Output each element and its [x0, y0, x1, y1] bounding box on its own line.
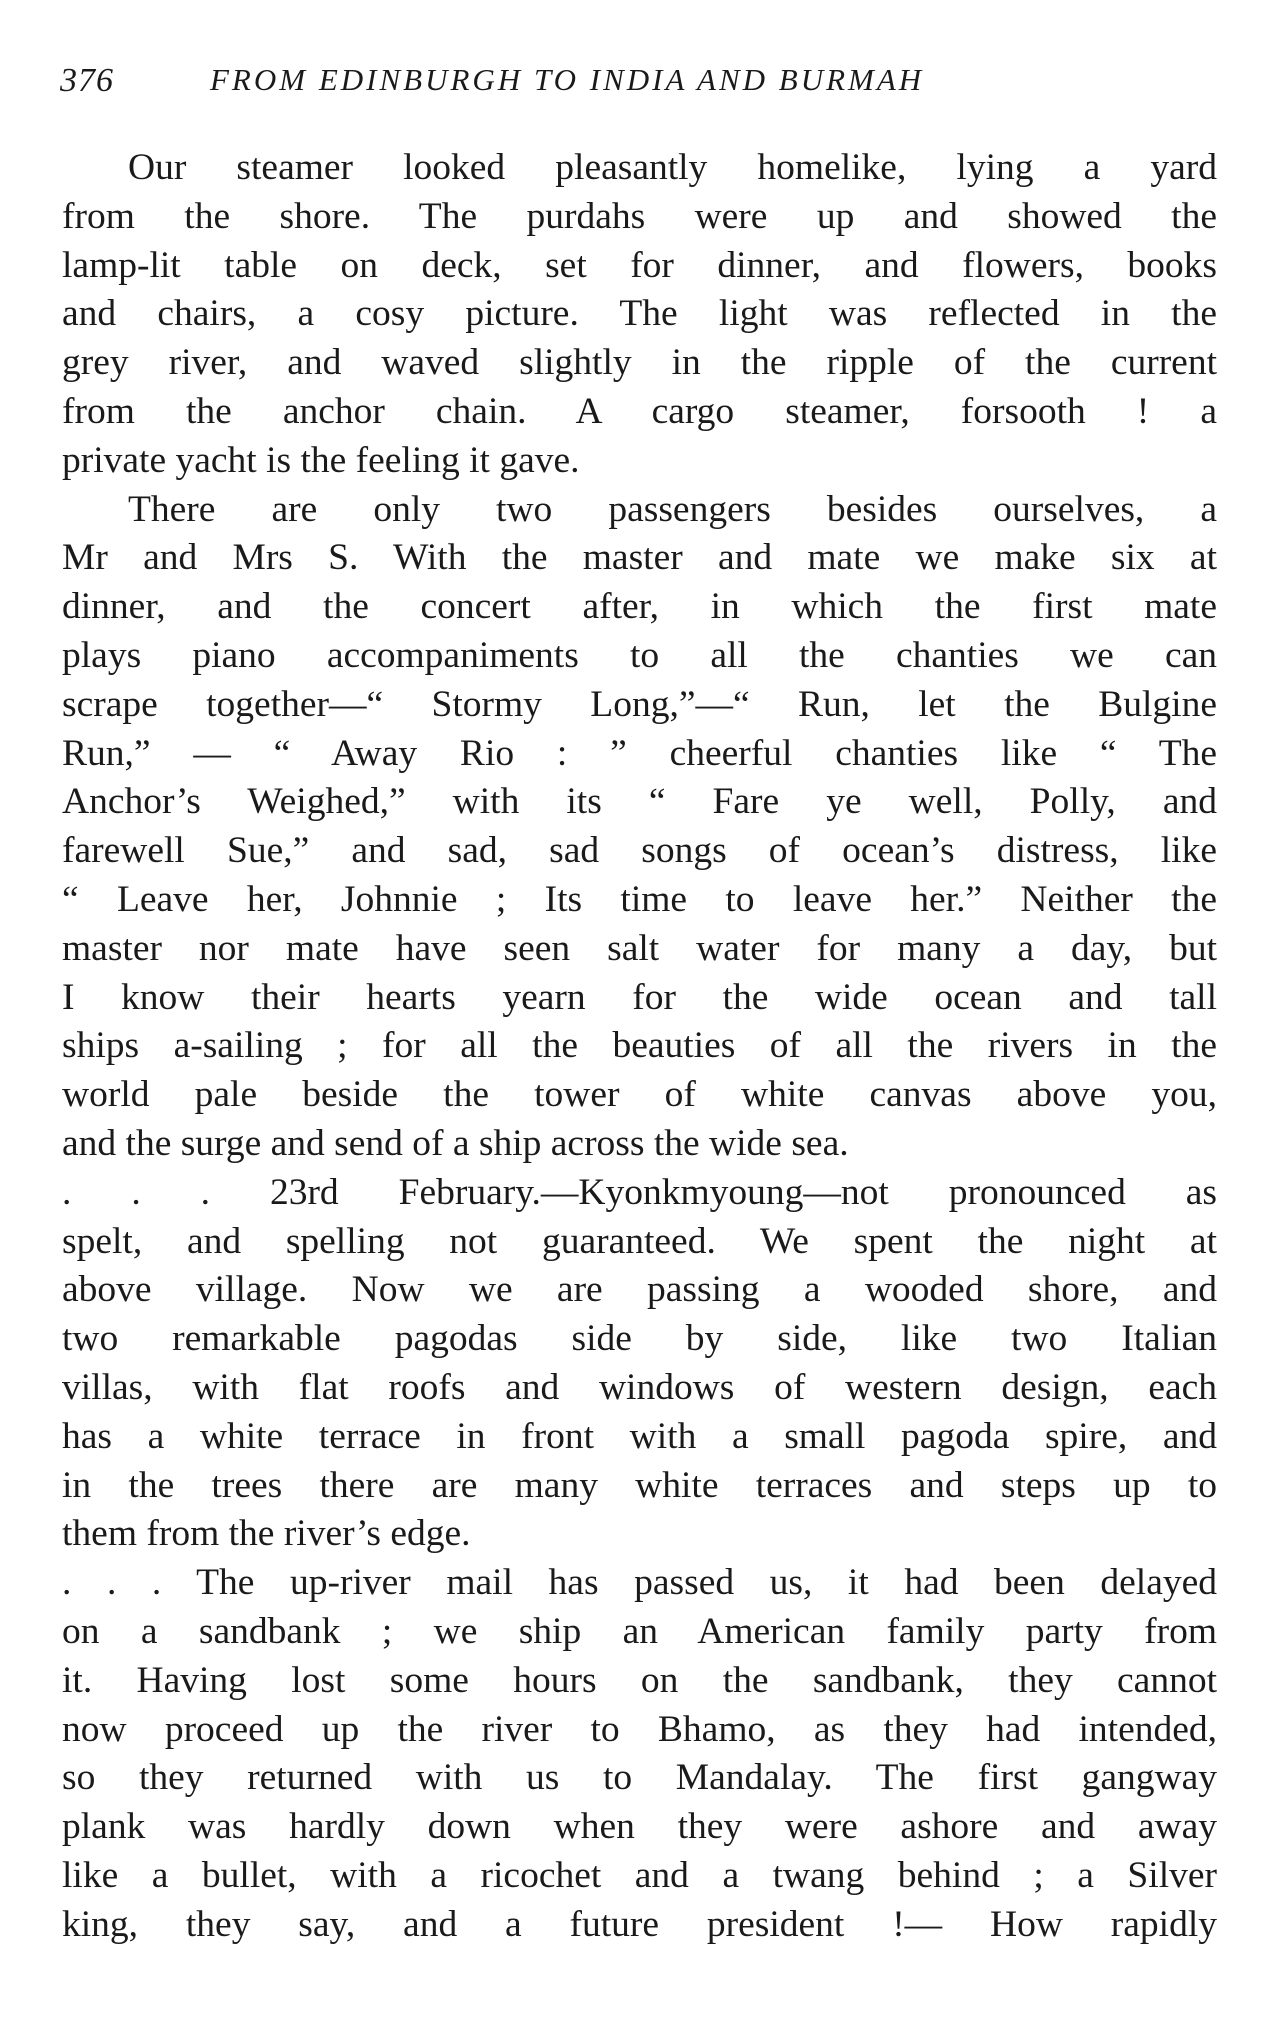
text-line: them from the river’s edge. [62, 1513, 471, 1555]
text-line: plays piano accompaniments to all the chanties we can [62, 634, 1217, 676]
text-line: on a sandbank ; we ship an American family party from [62, 1610, 1217, 1652]
text-line: Anchor’s Weighed,” with its “ Fare ye well, Polly, and [62, 781, 1217, 823]
text-line: . . . 23rd February.—Kyonkmyoung—not pronounced as [62, 1171, 1217, 1213]
text-line: private yacht is the feeling it gave. [62, 439, 580, 481]
text-line: from the shore. The purdahs were up and showed the [62, 195, 1217, 237]
text-line: world pale beside the tower of white canvas above you, [62, 1074, 1217, 1116]
text-line: so they returned with us to Mandalay. The first gangway [62, 1757, 1217, 1799]
text-line: and the surge and send of a ship across the wide sea. [62, 1122, 849, 1164]
text-line: in the trees there are many white terraces and steps up to [62, 1464, 1217, 1506]
text-line: it. Having lost some hours on the sandbank, they cannot [62, 1659, 1217, 1701]
text-line: I know their hearts yearn for the wide ocean and tall [62, 976, 1217, 1018]
text-line: scrape together—“ Stormy Long,”—“ Run, let the Bulgine [62, 683, 1217, 725]
text-line: like a bullet, with a ricochet and a twang behind ; a Silver [62, 1854, 1217, 1896]
running-title: FROM EDINBURGH TO INDIA AND BURMAH [210, 62, 925, 97]
text-line: two remarkable pagodas side by side, like two Italian [62, 1318, 1217, 1360]
running-head [60, 62, 1215, 112]
text-line: and chairs, a cosy picture. The light was reflected in the [62, 293, 1217, 335]
text-line: spelt, and spelling not guaranteed. We spent the night at [62, 1220, 1217, 1262]
text-line: ships a-sailing ; for all the beauties of all the rivers in the [62, 1025, 1217, 1067]
text-line: from the anchor chain. A cargo steamer, forsooth ! a [62, 390, 1217, 432]
text-line: grey river, and waved slightly in the ripple of the current [62, 342, 1217, 384]
text-line: Our steamer looked pleasantly homelike, lying a yard [128, 147, 1217, 188]
text-line: lamp-lit table on deck, set for dinner, and flowers, books [62, 244, 1217, 286]
text-line: dinner, and the concert after, in which the first mate [62, 586, 1217, 628]
body-text [62, 144, 1217, 1949]
text-line: above village. Now we are passing a wooded shore, and [62, 1269, 1217, 1311]
page-number: 376 [60, 62, 114, 99]
text-line: . . . The up-river mail has passed us, it had been delayed [62, 1562, 1217, 1604]
text-line: now proceed up the river to Bhamo, as they had intended, [62, 1708, 1217, 1750]
text-line: plank was hardly down when they were ashore and away [62, 1806, 1217, 1848]
text-line: Run,” — “ Away Rio : ” cheerful chanties like “ The [62, 732, 1217, 774]
text-line: has a white terrace in front with a small pagoda spire, and [62, 1415, 1217, 1457]
text-line: Mr and Mrs S. With the master and mate we make six at [62, 537, 1217, 579]
text-line: master nor mate have seen salt water for many a day, but [62, 927, 1217, 969]
text-line: king, they say, and a future president !— How rapidly [62, 1903, 1217, 1945]
text-line: “ Leave her, Johnnie ; Its time to leave her.” Neither the [62, 878, 1217, 920]
text-line: There are only two passengers besides ourselves, a [128, 488, 1217, 530]
text-line: farewell Sue,” and sad, sad songs of ocean’s distress, like [62, 830, 1217, 872]
text-line: villas, with flat roofs and windows of western design, each [62, 1366, 1217, 1408]
